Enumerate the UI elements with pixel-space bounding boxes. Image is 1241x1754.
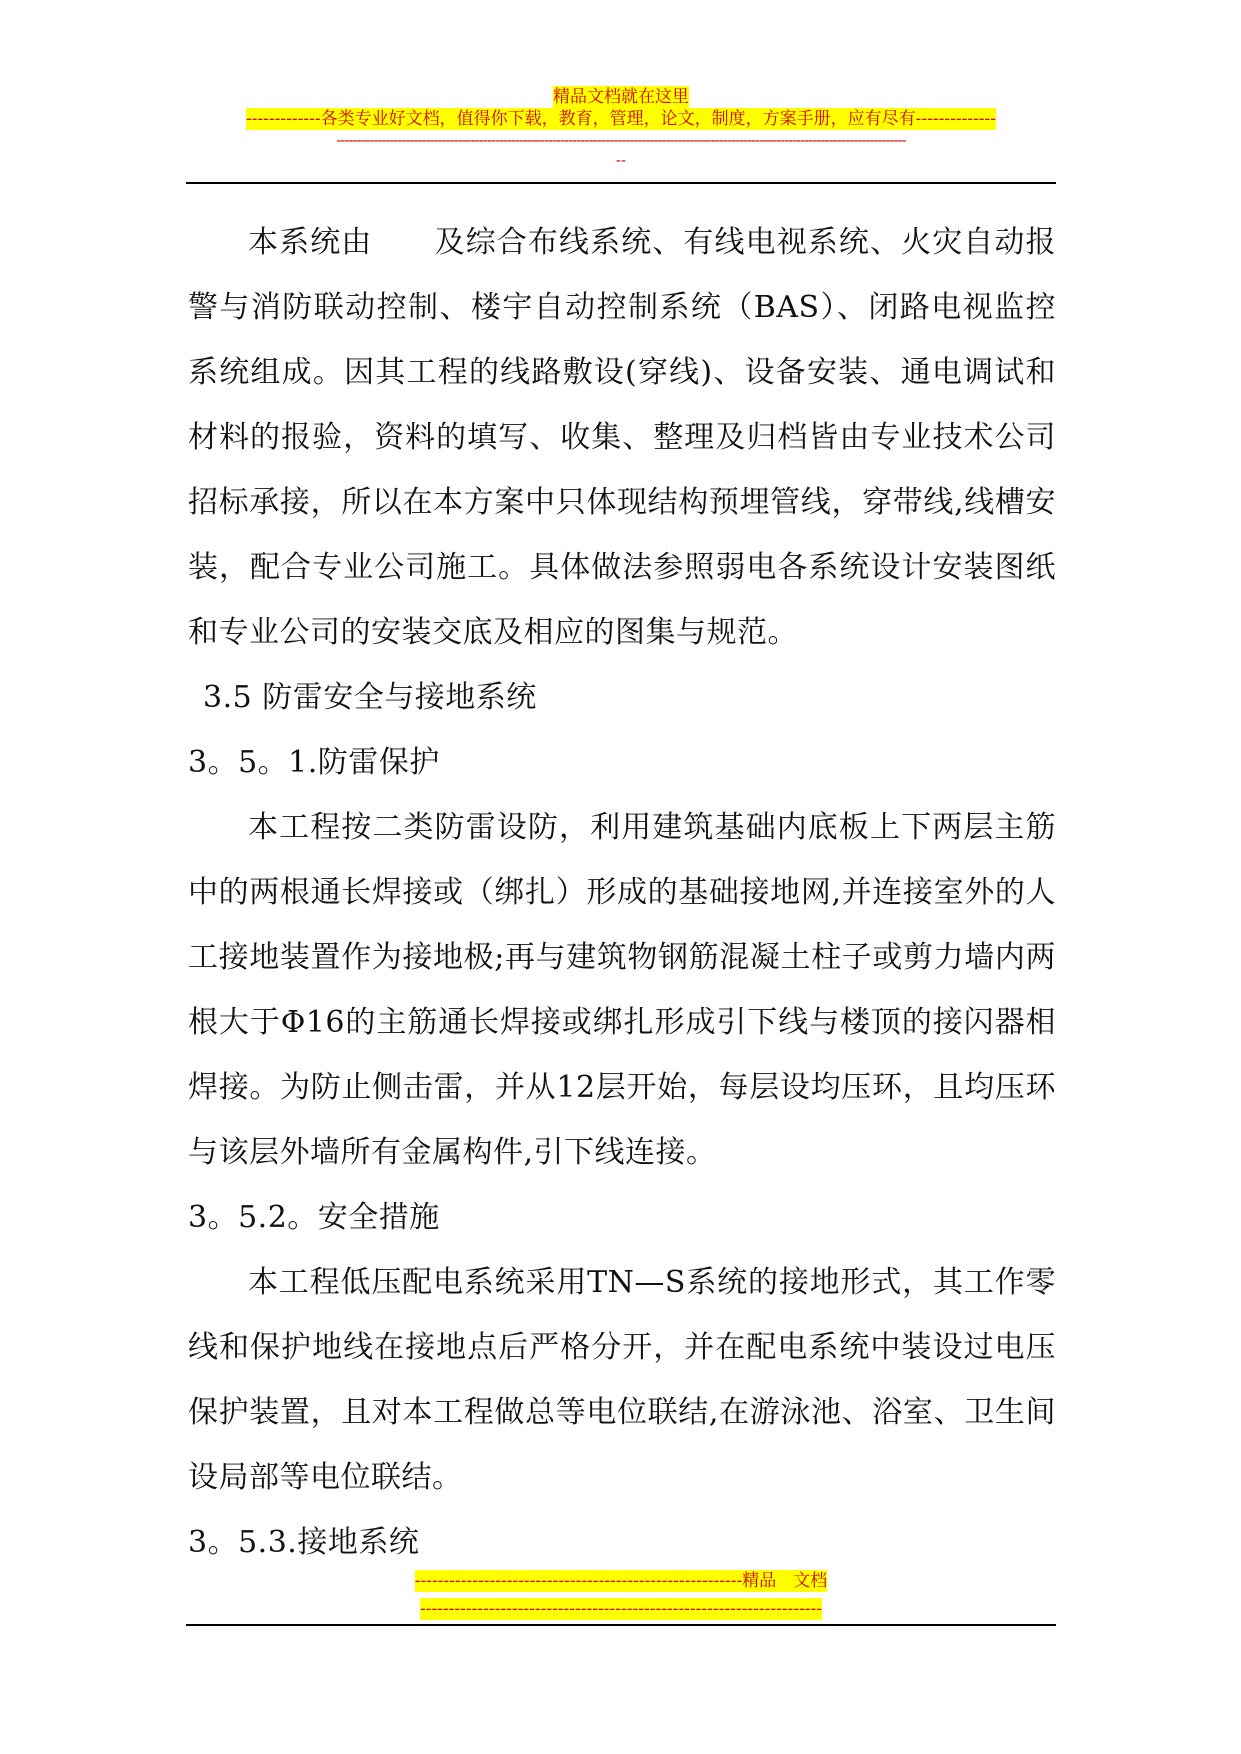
document-body: [188, 210, 1056, 1575]
page-footer: [186, 1570, 1056, 1626]
footer-divider: [186, 1624, 1056, 1626]
subsection-heading-grounding-system: 3。5.3.接地系统: [188, 1525, 420, 1560]
footer-line-2: ----------------------------------------------------------------------: [419, 1599, 823, 1619]
paragraph-weak-current-system: 本系统由 及综合布线系统、有线电视系统、火灾自动报警与消防联动控制、楼宇自动控制系统（BAS）、闭路电视监控系统组成。因其工程的线路敷设(穿线)、设备安装、通电调试和材料的报验，资料的填写、收集、整理及归档皆由专业技术公司招标承接，所以在本方案中只体现结构预埋管线，穿带线,线槽安装，配合专业公司施工。具体做法参照弱电各系统设计安装图纸和专业公司的安装交底及相应的图集与规范。: [188, 225, 1056, 650]
page-header: [186, 86, 1056, 170]
header-dash-line: --------------------------------------------------------------------------------------------------------------------------------------------: [336, 131, 906, 149]
header-title: 精品文档就在这里: [553, 87, 689, 107]
header-dash-tail: --: [615, 151, 627, 169]
header-divider: [186, 182, 1056, 184]
footer-line-1: ---------------------------------------------------------精品 文档: [414, 1571, 828, 1591]
section-heading-lightning-grounding: 3.5 防雷安全与接地系统: [203, 680, 537, 715]
paragraph-lightning-protection: 本工程按二类防雷设防，利用建筑基础内底板上下两层主筋中的两根通长焊接或（绑扎）形成的基础接地网,并连接室外的人工接地装置作为接地极;再与建筑物钢筋混凝土柱子或剪力墙内两根大于Φ16的主筋通长焊接或绑扎形成引下线与楼顶的接闪器相焊接。为防止侧击雷，并从12层开始，每层设均压环，且均压环与该层外墙所有金属构件,引下线连接。: [188, 810, 1056, 1170]
header-tagline: -------------各类专业好文档，值得你下载，教育，管理，论文，制度，方案手册，应有尽有--------------: [245, 109, 997, 129]
paragraph-safety-measures: 本工程低压配电系统采用TN—S系统的接地形式，其工作零线和保护地线在接地点后严格分开，并在配电系统中装设过电压保护装置，且对本工程做总等电位联结,在游泳池、浴室、卫生间设局部等电位联结。: [188, 1265, 1056, 1495]
subsection-heading-safety-measures: 3。5.2。安全措施: [188, 1200, 440, 1235]
subsection-heading-lightning-protection: 3。5。1.防雷保护: [188, 745, 440, 780]
